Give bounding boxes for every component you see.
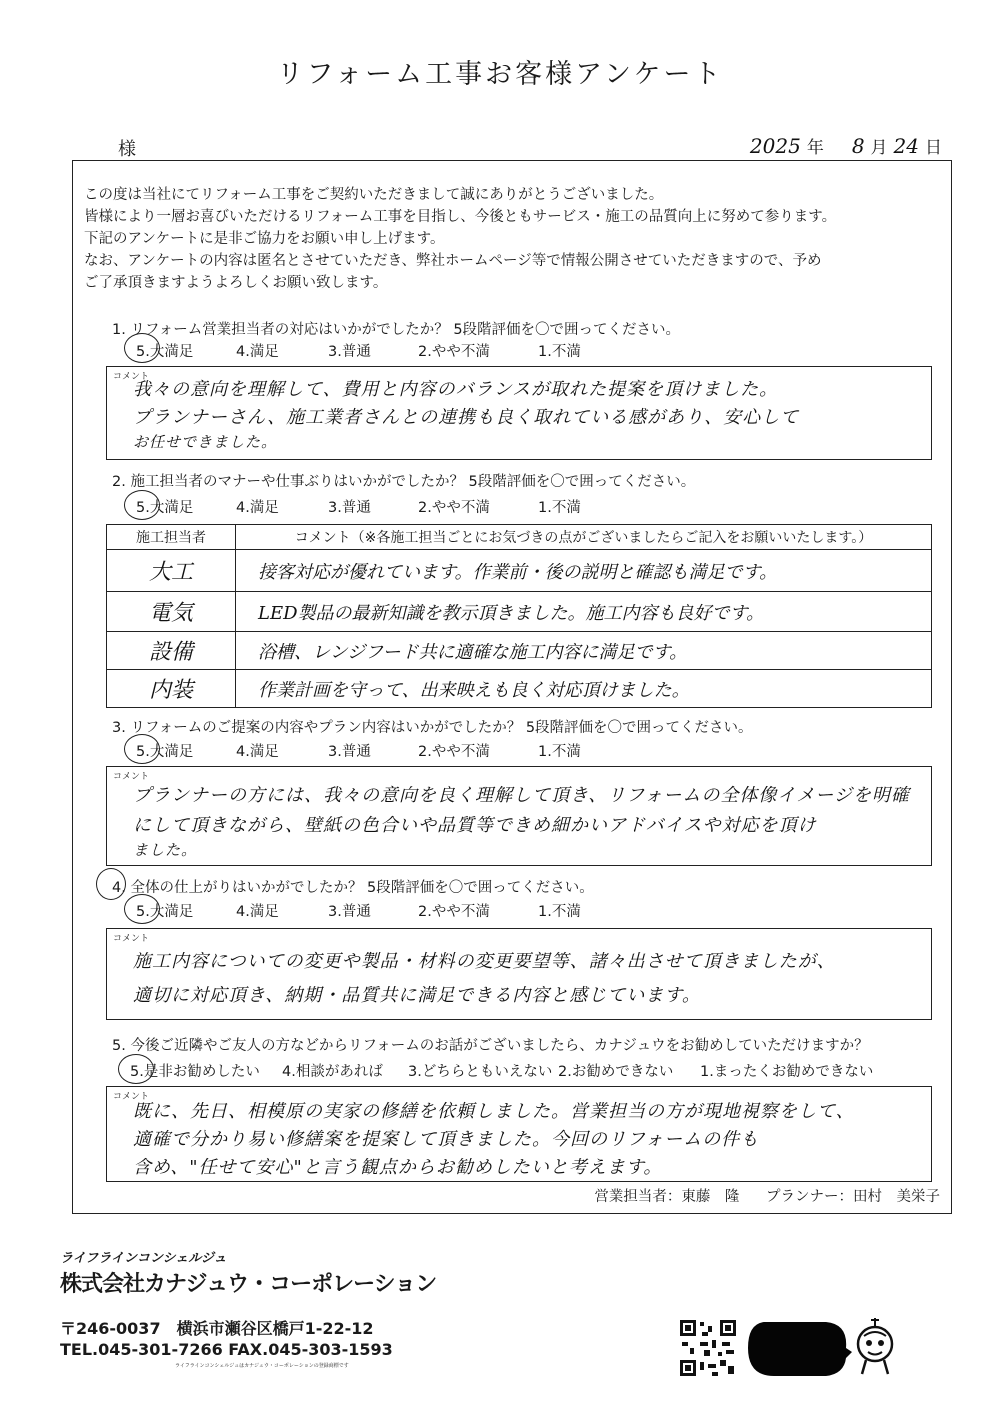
q2-option[interactable]: 1.不満 (538, 500, 581, 516)
q4-number-circle (96, 868, 126, 900)
q3-option[interactable]: 5.大満足 (136, 744, 194, 760)
intro-line: なお、アンケートの内容は匿名とさせていただき、弊社ホームページ等で情報公開させていただきますので、予め (84, 253, 822, 269)
q3-comment-line: ました。 (133, 841, 198, 859)
crew-name: 電気 (107, 592, 236, 632)
q3-option[interactable]: 4.満足 (236, 744, 279, 760)
crew-row (107, 670, 932, 708)
q4-option[interactable]: 4.満足 (236, 904, 279, 920)
date-year: 2025 (749, 134, 801, 158)
date-day-label: 日 (925, 138, 942, 158)
crew-row (107, 592, 932, 632)
crew-name: 大工 (107, 550, 236, 592)
q2-option[interactable]: 2.やや不満 (418, 500, 490, 516)
footer-tel: TEL.045-301-7266 FAX.045-303-1593 (60, 1340, 393, 1359)
crew-row (107, 550, 932, 592)
date-year-label: 年 (806, 138, 824, 158)
date-month: 8 (851, 134, 865, 158)
q4-option[interactable]: 2.やや不満 (418, 904, 490, 920)
crew-header-row (107, 525, 932, 550)
q5-comment-line: 既に、先日、相模原の実家の修繕を依頼しました。営業担当の方が現地視察をして、 (133, 1101, 855, 1122)
q1-option[interactable]: 4.満足 (236, 344, 279, 360)
q1-comment-line: お任せできました。 (133, 433, 278, 451)
q4-comment-line: 施工内容についての変更や製品・材料の変更要望等、諸々出させて頂きましたが、 (133, 951, 836, 972)
footer-trademark: ライフラインコンシェルジュはカナジュウ・コーポレーションの登録商標です (175, 1363, 349, 1369)
customer-suffix: 様 (118, 139, 136, 160)
q2-crew-table (106, 524, 932, 708)
page-title: リフォーム工事お客様アンケート (276, 59, 724, 90)
date-month-label: 月 (870, 138, 888, 158)
crew-row (107, 632, 932, 670)
q5-option[interactable]: 1.まったくお勧めできない (700, 1064, 874, 1080)
q5-question: 5. 今後ご近隣やご友人の方などからリフォームのお話がございましたら、カナジュウをお勧めしていただけますか？ (112, 1038, 869, 1054)
crew-comment: 浴槽、レンジフード共に適確な施工内容に満足です。 (236, 632, 932, 670)
qr-code-icon[interactable] (678, 1318, 738, 1378)
q4-option[interactable]: 3.普通 (328, 904, 371, 920)
q3-comment-line: にして頂きながら、壁紙の色合いや品質等できめ細かいアドバイスや対応を頂け (133, 815, 817, 836)
crew-name: 設備 (107, 632, 236, 670)
q1-option[interactable]: 3.普通 (328, 344, 371, 360)
q4-question: 4. 全体の仕上がりはいかがでしたか？ 5段階評価を〇で囲ってください。 (112, 880, 594, 896)
q1-comment-box (106, 366, 932, 460)
intro-line: この度は当社にてリフォーム工事をご契約いただきまして誠にありがとうございました。 (84, 187, 664, 203)
intro-line: 下記のアンケートに是非ご協力をお願い申し上げます。 (84, 231, 445, 247)
comment-label: コメント (113, 934, 150, 944)
q2-option[interactable]: 3.普通 (328, 500, 371, 516)
intro-text (84, 184, 944, 294)
q3-comment-line: プランナーの方には、我々の意向を良く理解して頂き、リフォームの全体像イメージを明確 (133, 785, 910, 806)
planner-label: プランナー： (766, 1189, 853, 1205)
comment-label: コメント (113, 372, 150, 382)
intro-line: 皆様により一層お喜びいただけるリフォーム工事を目指し、今後ともサービス・施工の品質向上に努めて参ります。 (84, 209, 837, 225)
q4-ratings (136, 900, 581, 921)
crew-comment: 接客対応が優れています。作業前・後の説明と確認も満足です。 (236, 550, 932, 592)
q5-ratings (130, 1060, 873, 1081)
footer-company: 株式会社カナジュウ・コーポレーション (60, 1272, 437, 1297)
q1-option[interactable]: 5.大満足 (136, 344, 194, 360)
speech-blob-icon (744, 1318, 852, 1380)
q3-ratings (136, 740, 581, 761)
q2-option[interactable]: 5.大満足 (136, 500, 194, 516)
q3-comment-box (106, 766, 932, 866)
q1-option[interactable]: 1.不満 (538, 344, 581, 360)
q2-question: 2. 施工担当者のマナーや仕事ぶりはいかがでしたか？ 5段階評価を〇で囲ってください。 (112, 474, 696, 490)
q5-comment-line: 適確で分かり易い修繕案を提案して頂きました。今回のリフォームの件も (133, 1129, 760, 1150)
planner-name: 田村 美栄子 (853, 1189, 940, 1205)
q5-option[interactable]: 5.是非お勧めしたい (130, 1064, 260, 1080)
q5-option[interactable]: 4.相談があれば (282, 1064, 383, 1080)
q3-option[interactable]: 2.やや不満 (418, 744, 490, 760)
footer-brand: ライフラインコンシェルジュ (60, 1251, 227, 1266)
crew-comment: 作業計画を守って、出来映えも良く対応頂けました。 (236, 670, 932, 708)
q4-option[interactable]: 1.不満 (538, 904, 581, 920)
comment-label: コメント (113, 772, 150, 782)
comment-label: コメント (113, 1092, 150, 1102)
q5-option[interactable]: 2.お勧めできない (558, 1064, 674, 1080)
q5-selected-circle (118, 1054, 154, 1084)
survey-date (750, 133, 942, 158)
q5-comment-box (106, 1086, 932, 1182)
mascot-icon (850, 1310, 900, 1382)
q1-ratings (136, 340, 581, 361)
sales-name: 東藤 隆 (681, 1189, 740, 1205)
q1-option[interactable]: 2.やや不満 (418, 344, 490, 360)
q2-ratings (136, 496, 581, 517)
crew-header-name: 施工担当者 (107, 525, 236, 550)
q5-comment-line: 含め、"任せて安心"と言う観点からお勧めしたいと考えます。 (133, 1157, 663, 1178)
q5-option[interactable]: 3.どちらともいえない (408, 1064, 553, 1080)
q2-selected-circle (124, 490, 160, 520)
q3-option[interactable]: 1.不満 (538, 744, 581, 760)
q4-comment-line: 適切に対応頂き、納期・品質共に満足できる内容と感じています。 (133, 985, 701, 1006)
staff-credits (594, 1185, 940, 1206)
sales-label: 営業担当者： (594, 1189, 682, 1205)
q1-question: 1. リフォーム営業担当者の対応はいかがでしたか？ 5段階評価を〇で囲ってください。 (112, 322, 681, 338)
q3-selected-circle (124, 734, 160, 764)
q4-comment-box (106, 928, 932, 1020)
crew-header-comment: コメント（※各施工担当ごとにお気づきの点がございましたらご記入をお願いいたします。） (236, 525, 932, 550)
q3-option[interactable]: 3.普通 (328, 744, 371, 760)
date-day: 24 (893, 134, 919, 158)
q4-option[interactable]: 5.大満足 (136, 904, 194, 920)
q2-option[interactable]: 4.満足 (236, 500, 279, 516)
q3-question: 3. リフォームのご提案の内容やプラン内容はいかがでしたか？ 5段階評価を〇で囲ってください。 (112, 720, 753, 736)
crew-name: 内装 (107, 670, 236, 708)
q1-comment-line: 我々の意向を理解して、費用と内容のバランスが取れた提案を頂けました。 (133, 379, 779, 400)
q1-comment-line: プランナーさん、施工業者さんとの連携も良く取れている感があり、安心して (133, 407, 800, 428)
crew-comment: LED製品の最新知識を教示頂きました。施工内容も良好です。 (236, 592, 932, 632)
footer-address: 〒246-0037 横浜市瀬谷区橋戸1-22-12 (60, 1319, 374, 1338)
q1-selected-circle (124, 333, 160, 363)
q4-selected-circle (124, 894, 160, 924)
intro-line: ご了承頂きますようよろしくお願い致します。 (84, 275, 388, 291)
